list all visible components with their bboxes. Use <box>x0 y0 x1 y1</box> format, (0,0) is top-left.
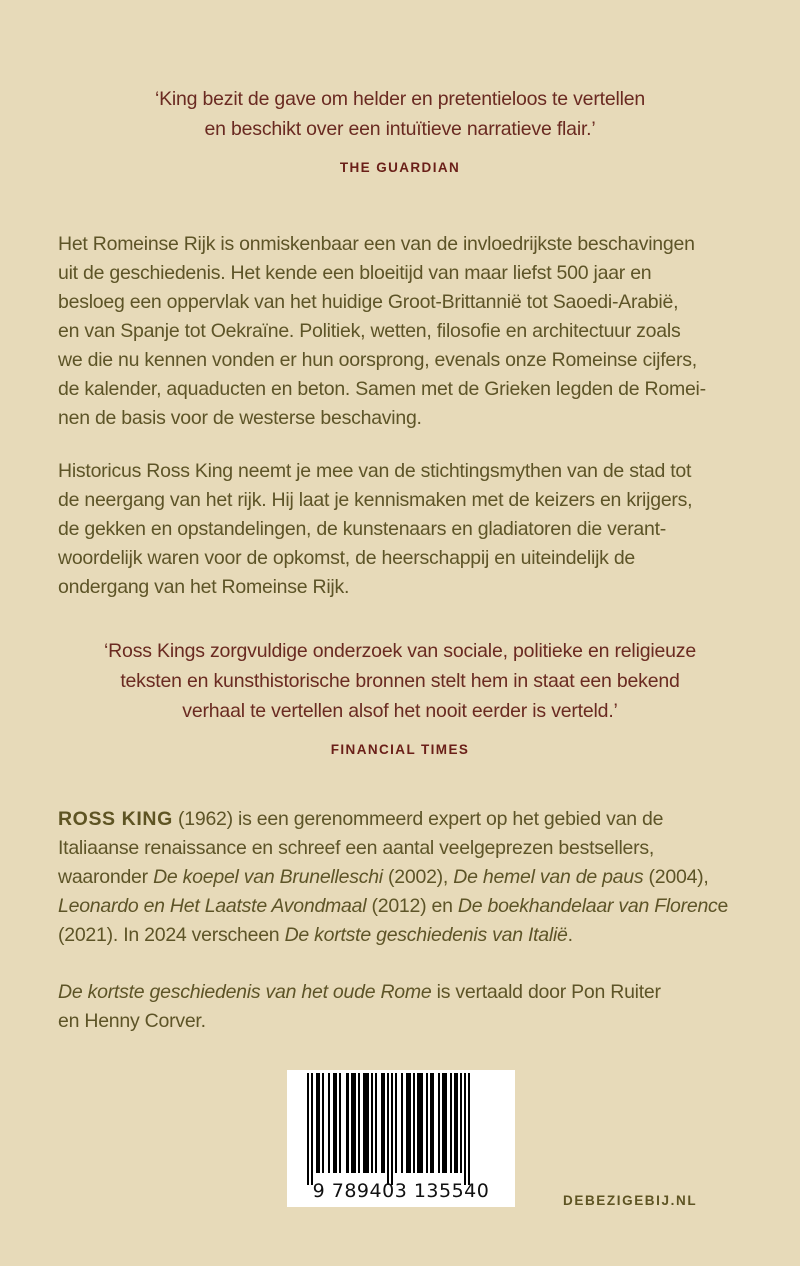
text-line: we die nu kennen vonden er hun oorsprong, evenals onze Romeinse cijfers, <box>58 349 697 371</box>
press-quote-financial-times <box>0 636 800 757</box>
text-span: (2004), <box>643 866 709 888</box>
book-title: De koepel van Brunelleschi <box>153 866 383 888</box>
text-line: uit de geschiedenis. Het kende een bloeitijd van maar liefst 500 jaar en <box>58 262 652 284</box>
quote-line: ‘King bezit de gave om helder en pretentieloos te vertellen <box>154 88 646 110</box>
text-span: e <box>717 895 729 917</box>
text-line: Italiaanse renaissance en schreef een aantal veelgeprezen bestsellers, <box>58 837 655 859</box>
text-span: (2021). In 2024 verscheen <box>58 924 285 946</box>
author-bio <box>58 805 758 950</box>
text-line <box>58 921 758 950</box>
text-line: de gekken en opstandelingen, de kunstenaars en gladiatoren die verant- <box>58 518 667 540</box>
book-title: De kortste geschiedenis van het oude Rome <box>58 981 432 1003</box>
text-line: de kalender, aquaducten en beton. Samen met de Grieken legden de Romei- <box>58 378 706 400</box>
press-quote-guardian <box>0 84 800 175</box>
isbn-barcode <box>287 1070 515 1207</box>
text-line: woordelijk waren voor de opkomst, de heerschappij en uiteindelijk de <box>58 547 636 569</box>
intro-paragraph <box>58 230 758 433</box>
isbn-number: 9 789403 135540 <box>312 1180 490 1202</box>
text-line <box>58 892 758 921</box>
book-title: De kortste geschiedenis van Italië <box>284 924 568 946</box>
translation-note <box>58 978 758 1036</box>
book-title: De boekhandelaar van Florenc <box>457 895 718 917</box>
text-line: en Henny Corver. <box>58 1010 206 1032</box>
quote-text <box>0 636 800 726</box>
text-line: en van Spanje tot Oekraïne. Politiek, wetten, filosofie en architectuur zoals <box>58 320 681 342</box>
quote-source: THE GUARDIAN <box>339 160 461 175</box>
text-line: ondergang van het Romeinse Rijk. <box>58 576 350 598</box>
text-span: waaronder <box>58 866 154 888</box>
text-line: Historicus Ross King neemt je mee van de stichtingsmythen van de stad tot <box>58 460 692 482</box>
barcode-icon <box>307 1073 497 1181</box>
quote-line: en beschikt over een intuïtieve narratieve flair.’ <box>204 118 596 140</box>
quote-source: FINANCIAL TIMES <box>330 742 470 757</box>
text-span: . <box>567 924 573 946</box>
author-name: ROSS KING <box>58 808 173 830</box>
text-span: (2002), <box>382 866 454 888</box>
text-line: nen de basis voor de westerse beschaving. <box>58 407 422 429</box>
text-line <box>58 978 758 1007</box>
text-line: Het Romeinse Rijk is onmiskenbaar een van de invloedrijkste beschavingen <box>58 233 695 255</box>
text-line: besloeg een oppervlak van het huidige Groot-Brittannië tot Saoedi-Arabië, <box>58 291 679 313</box>
quote-line: teksten en kunsthistorische bronnen stelt hem in staat een bekend <box>120 670 680 692</box>
book-title: Leonardo en Het Laatste Avondmaal <box>58 895 367 917</box>
text-line <box>58 863 758 892</box>
quote-text <box>0 84 800 144</box>
historian-paragraph <box>58 457 758 602</box>
quote-line: ‘Ross Kings zorgvuldige onderzoek van sociale, politieke en religieuze <box>104 640 696 662</box>
text-span: (1962) is een gerenommeerd expert op het gebied van de <box>172 808 664 830</box>
text-line <box>58 805 758 834</box>
text-span: is vertaald door Pon Ruiter <box>431 981 661 1003</box>
publisher-website-link[interactable]: DEBEZIGEBIJ.NL <box>563 1193 698 1208</box>
text-line: de neergang van het rijk. Hij laat je kennismaken met de keizers en krijgers, <box>58 489 693 511</box>
text-span: (2012) en <box>366 895 458 917</box>
quote-line: verhaal te vertellen alsof het nooit eerder is verteld.’ <box>182 700 618 722</box>
book-title: De hemel van de paus <box>453 866 644 888</box>
